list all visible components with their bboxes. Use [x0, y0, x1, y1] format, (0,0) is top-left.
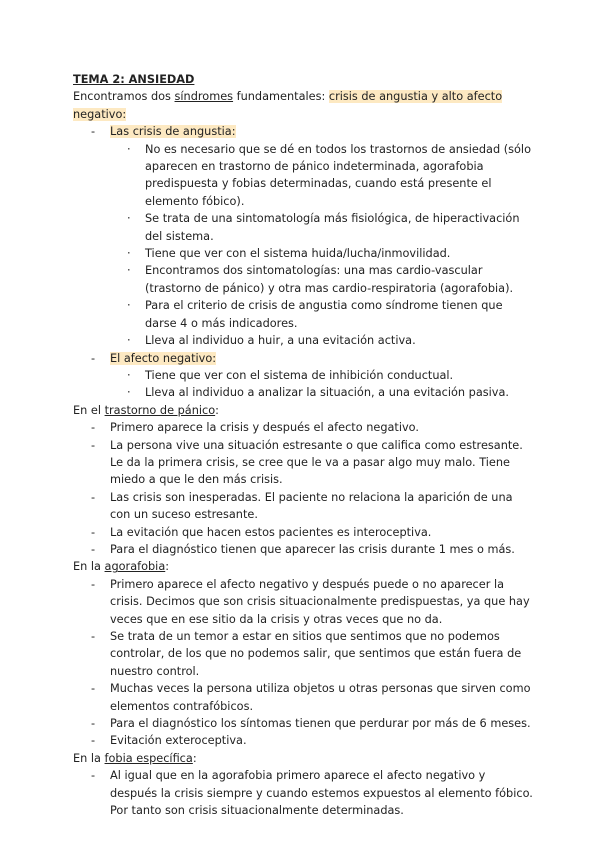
list-item-text: Se trata de un temor a estar en sitios que sentimos que no podemos controlar, de los que no podemos salir, que sentimos que están fuera de nuestro control.: [110, 630, 522, 678]
sub-item-text: Lleva al individuo a analizar la situación, a una evitación pasiva.: [145, 386, 509, 400]
sub-list-item: [73, 141, 533, 211]
list-item: [73, 732, 533, 749]
sub-item-text: Encontramos dos sintomatologías: una mas cardio-vascular (trastorno de pánico) y otra mas cardio-respiratoria (agorafobia).: [145, 264, 514, 295]
syndrome-label: Las crisis de angustia:: [110, 125, 236, 139]
dot-bullet: ·: [127, 247, 131, 261]
list-item: [73, 524, 533, 541]
dash-bullet: -: [91, 717, 96, 731]
section-term: trastorno de pánico: [104, 403, 216, 417]
sub-item-text: Tiene que ver con el sistema de inhibición conductual.: [145, 368, 454, 382]
sub-list-item: [73, 210, 533, 245]
sub-item-text: Tiene que ver con el sistema huida/lucha/inmovilidad.: [145, 247, 451, 261]
section-prefix: En la: [73, 751, 105, 765]
list-item-text: Para el diagnóstico los síntomas tienen que perdurar por más de 6 meses.: [110, 717, 531, 731]
list-item-text: La evitación que hacen estos pacientes es interoceptiva.: [110, 525, 432, 539]
dot-bullet: ·: [127, 142, 131, 156]
document-body: [73, 71, 533, 819]
dash-bullet: -: [91, 682, 96, 696]
intro-highlight: crisis de angustia y alto afecto negativo:: [73, 90, 503, 121]
dot-bullet: ·: [127, 264, 131, 278]
section-term: fobia específica: [104, 751, 193, 765]
syndrome-item: [73, 123, 533, 140]
intro-line: [73, 88, 533, 123]
intro-term: síndromes: [174, 90, 234, 104]
list-item: [73, 576, 533, 628]
list-item-text: Muchas veces la persona utiliza objetos u otras personas que sirven como elementos contrafóbicos.: [110, 682, 531, 713]
dot-bullet: ·: [127, 368, 131, 382]
dash-bullet: -: [91, 438, 96, 452]
section-term: agorafobia: [104, 560, 166, 574]
list-item-text: Las crisis son inesperadas. El paciente no relaciona la aparición de una con un suceso estresante.: [110, 490, 513, 522]
dash-bullet: -: [91, 577, 96, 591]
list-item: [73, 715, 533, 732]
dash-bullet: -: [91, 351, 96, 365]
section-heading: [73, 402, 533, 419]
syndrome-label: El afecto negativo:: [110, 351, 217, 365]
list-item: [73, 541, 533, 558]
dot-bullet: ·: [127, 299, 131, 313]
dash-bullet: -: [91, 769, 96, 783]
sub-item-text: Para el criterio de crisis de angustia como síndrome tienen que darse 4 o más indicadores.: [145, 299, 503, 330]
section-heading: [73, 558, 533, 575]
list-item-text: Primero aparece el afecto negativo y después puede o no aparecer la crisis. Decimos que son crisis situacionalmente predispuestas, ya que hay veces que en ese sitio da la crisis y otras veces que no da.: [110, 577, 530, 626]
section-suffix: :: [165, 560, 170, 574]
sub-item-text: Se trata de una sintomatología más fisiológica, de hiperactivación del sistema.: [145, 212, 520, 243]
dash-bullet: -: [91, 421, 96, 435]
dash-bullet: -: [91, 125, 96, 139]
syndrome-item: [73, 350, 533, 367]
sub-list-item: [73, 262, 533, 297]
document-title: TEMA 2: ANSIEDAD: [73, 73, 195, 86]
list-item-text: Al igual que en la agorafobia primero aparece el afecto negativo y después la crisis siempre y cuando estemos expuestos al elemento fóbico. Por tanto son crisis situacionalmente determinadas.: [110, 769, 533, 818]
dot-bullet: ·: [127, 212, 131, 226]
list-item: [73, 628, 533, 680]
sub-item-text: Lleva al individuo a huir, a una evitación activa.: [145, 334, 416, 348]
list-item-text: Primero aparece la crisis y después el afecto negativo.: [110, 421, 419, 435]
sub-item-text: No es necesario que se dé en todos los trastornos de ansiedad (sólo aparecen en trastorno de pánico indeterminada, agorafobia predispuesta y fobias determinadas, cuando está presente el elemento fóbico).: [145, 142, 531, 208]
section-prefix: En la: [73, 560, 105, 574]
dash-bullet: -: [91, 525, 96, 539]
list-item-text: La persona vive una situación estresante o que califica como estresante. Le da la primera crisis, se cree que le va a pasar algo muy malo. Tiene miedo a que le den más crisis.: [110, 438, 523, 487]
sub-list-item: [73, 297, 533, 332]
list-item-text: Evitación exteroceptiva.: [110, 734, 247, 748]
sub-list-item: [73, 332, 533, 349]
list-item: [73, 680, 533, 715]
dash-bullet: -: [91, 542, 96, 556]
list-item: [73, 767, 533, 819]
section-suffix: :: [192, 751, 197, 765]
list-item: [73, 437, 533, 489]
dash-bullet: -: [91, 490, 96, 504]
list-item: [73, 419, 533, 436]
section-prefix: En el: [73, 403, 105, 417]
dot-bullet: ·: [127, 334, 131, 348]
section-heading: [73, 750, 533, 767]
sub-list-item: [73, 245, 533, 262]
sub-list-item: [73, 367, 533, 384]
sub-list-item: [73, 384, 533, 401]
intro-mid: fundamentales:: [233, 90, 329, 104]
section-suffix: :: [215, 403, 219, 417]
dash-bullet: -: [91, 734, 96, 748]
intro-prefix: Encontramos dos: [73, 90, 175, 104]
list-item: [73, 489, 533, 524]
dot-bullet: ·: [127, 386, 131, 400]
list-item-text: Para el diagnóstico tienen que aparecer las crisis durante 1 mes o más.: [110, 542, 515, 556]
dash-bullet: -: [91, 630, 96, 643]
